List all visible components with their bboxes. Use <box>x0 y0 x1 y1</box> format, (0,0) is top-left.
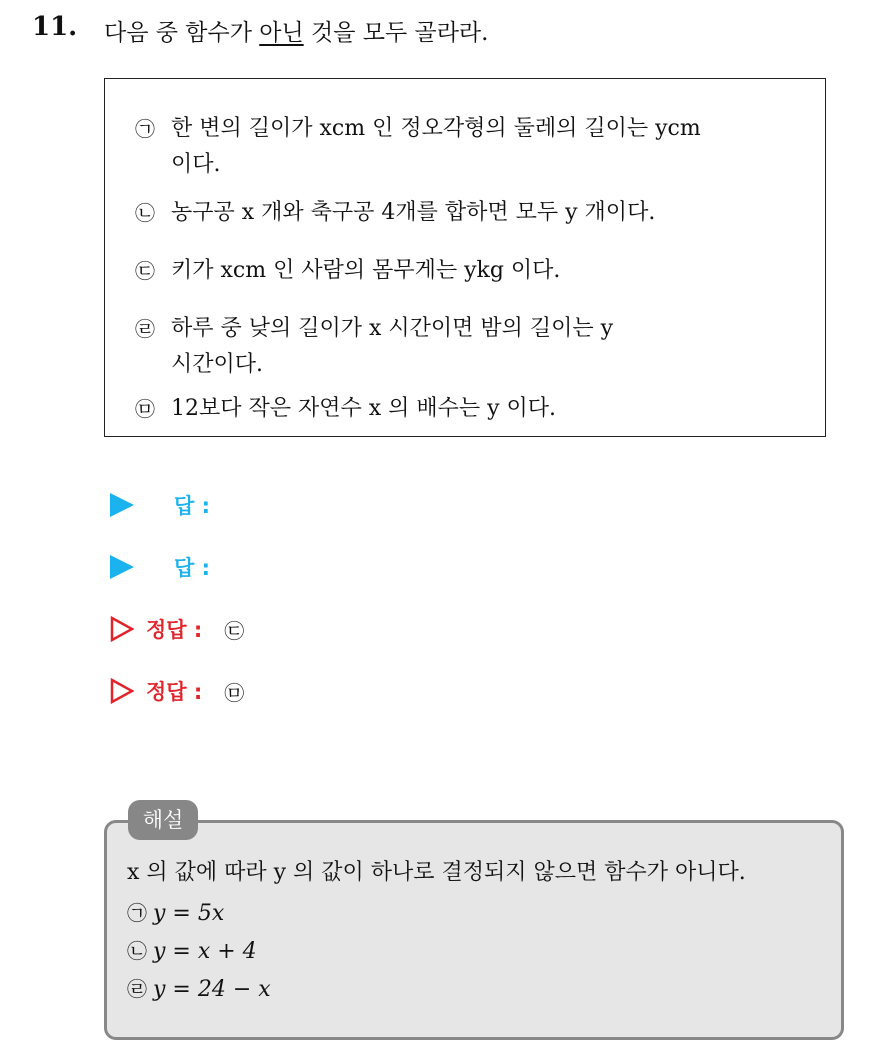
choice-text: 12보다 작은 자연수 x 의 배수는 y 이다. <box>171 396 557 421</box>
choice-box <box>104 78 826 437</box>
solution-marker: ㉣ <box>127 977 147 1001</box>
choice-item <box>135 111 701 183</box>
correct-answer-label: 정답 : <box>146 680 203 704</box>
question-text-before: 다음 중 함수가 <box>104 20 260 46</box>
choice-item <box>135 195 655 231</box>
question-text-underlined: 아닌 <box>259 20 304 46</box>
solution-text: y = 5x <box>153 901 225 926</box>
solution-marker: ㉡ <box>127 939 147 963</box>
solution-tab: 해설 <box>128 800 198 840</box>
choice-item <box>135 253 560 289</box>
choice-item <box>135 311 613 383</box>
answer-row-blank <box>110 490 210 520</box>
choice-text: 하루 중 낮의 길이가 x 시간이면 밤의 길이는 y 시간이다. <box>171 316 614 377</box>
answer-row-correct <box>110 676 244 706</box>
answer-label: 답 : <box>174 556 210 580</box>
play-filled-icon <box>110 493 134 517</box>
play-filled-icon <box>110 555 134 579</box>
solution-line <box>127 971 271 1008</box>
choice-marker: ㉤ <box>135 397 155 421</box>
solution-text: y = x + 4 <box>153 939 257 964</box>
solution-box <box>104 820 844 1040</box>
answer-row-blank <box>110 552 210 582</box>
choice-marker: ㉣ <box>135 317 155 341</box>
solution-text: y = 24 − x <box>153 977 271 1002</box>
choice-text: 농구공 x 개와 축구공 4개를 합하면 모두 y 개이다. <box>171 200 656 225</box>
solution-line <box>127 895 224 932</box>
choice-marker: ㉠ <box>135 117 155 141</box>
solution-line <box>127 855 746 891</box>
solution-text: x 의 값에 따라 y 의 값이 하나로 결정되지 않으면 함수가 아니다. <box>127 860 746 885</box>
play-outline-icon <box>110 678 134 704</box>
choice-marker: ㉢ <box>135 259 155 283</box>
choice-text: 한 변의 길이가 xcm 인 정오각형의 둘레의 길이는 ycm 이다. <box>171 116 701 177</box>
play-outline-icon <box>110 616 134 642</box>
correct-answer-label: 정답 : <box>146 618 203 642</box>
answer-label: 답 : <box>174 494 210 518</box>
choice-marker: ㉡ <box>135 201 155 225</box>
correct-answer-value: ㉤ <box>224 680 245 705</box>
answer-row-correct <box>110 614 244 644</box>
choice-text: 키가 xcm 인 사람의 몸무게는 ykg 이다. <box>171 258 561 283</box>
question-text-after: 것을 모두 골라라. <box>303 20 489 46</box>
solution-marker: ㉠ <box>127 901 147 925</box>
question-number: 11. <box>32 12 78 42</box>
choice-item <box>135 391 556 427</box>
question-text <box>104 14 488 47</box>
correct-answer-value: ㉢ <box>224 618 245 643</box>
solution-line <box>127 933 257 970</box>
